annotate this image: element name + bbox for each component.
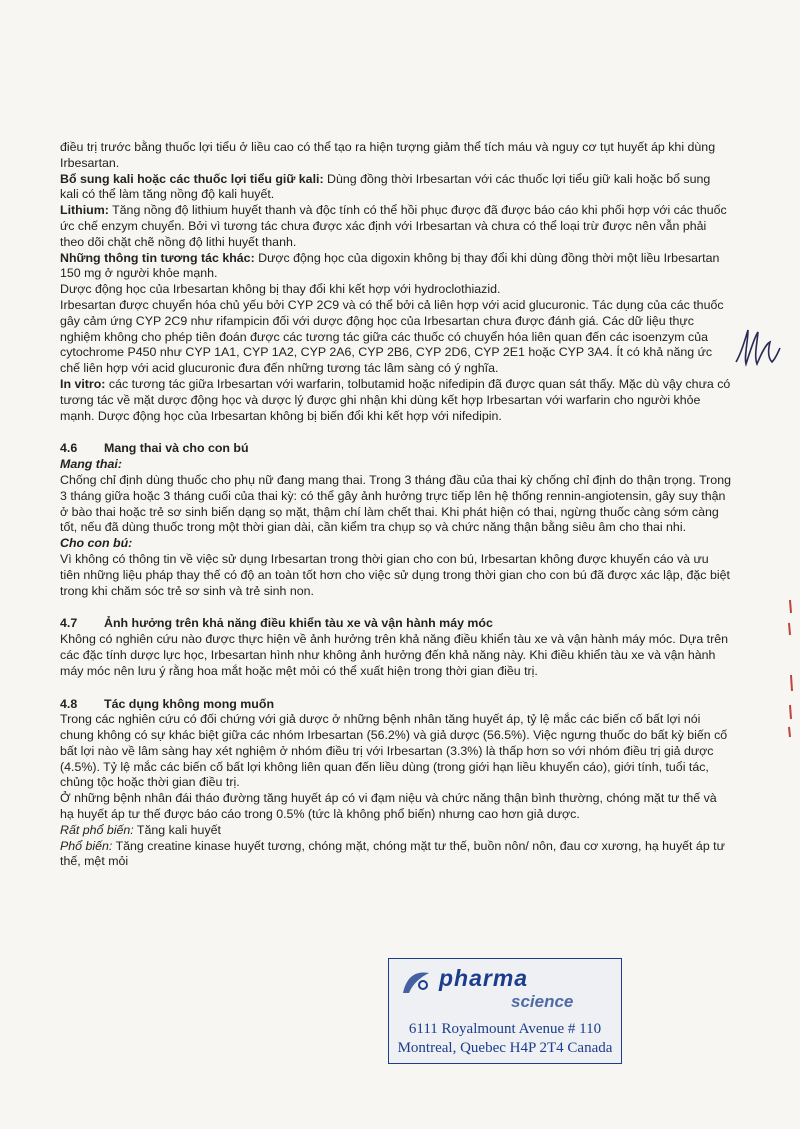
lithium-text: Tăng nồng độ lithium huyết thanh và độc tính có thể hồi phục được đã được báo cáo khi phối hợp với các thuốc ức chế enzym chuyển. Bởi vì tương tác chưa được xác định với Irbesartan và chưa có thể loại trừ được nên vẫn phải theo dõi chặt chẽ nồng độ lithi huyết thanh. (60, 203, 727, 249)
section-heading-4-8 (60, 697, 732, 713)
paragraph-lithium (60, 203, 732, 250)
stamp-brand-secondary: science (511, 992, 574, 1011)
paragraph-other-interactions (60, 251, 732, 283)
other-interactions-label: Những thông tin tương tác khác: (60, 250, 255, 265)
subheading-breastfeeding: Cho con bú: (60, 536, 133, 551)
section-number: 4.6 (60, 441, 78, 456)
paragraph-driving: Không có nghiên cứu nào được thực hiện về ảnh hưởng trên khả năng điều khiển tàu xe và vận hành máy móc. Dựa trên các đặc tính dược lực học, Irbesartan hình như không ảnh hưởng đến khả năng này. Khi điều khiển tàu xe và vận hành máy móc nên lưu ý rằng hoa mắt hoặc mệt mỏi có thể xuất hiện trong thời gian điều trị. (60, 632, 729, 678)
document-body (60, 140, 732, 870)
section-title: Mang thai và cho con bú (104, 441, 249, 456)
common-line (60, 839, 732, 871)
pharma-logo-icon (399, 969, 433, 1002)
paragraph-diabetic-patients: Ở những bệnh nhân đái tháo đường tăng huyết áp có vi đạm niệu và chức năng thận bình thường, chóng mặt tư thế và hạ huyết áp tư thế được báo cáo trong 0.5% (tức là không phổ biến) nhưng cao hơn giả dược. (60, 791, 717, 822)
lithium-label: Lithium: (60, 203, 109, 218)
common-label: Phổ biến: (60, 838, 113, 853)
very-common-text: Tăng kali huyết (133, 822, 221, 837)
paragraph-in-vitro (60, 377, 732, 424)
very-common-label: Rất phổ biến: (60, 822, 134, 837)
paragraph-metabolism: Irbesartan được chuyển hóa chủ yếu bởi CYP 2C9 và có thể bởi cả liên hợp với acid glucuronic. Tác dụng của các thuốc gây cảm ứng CYP 2C9 như rifampicin đối với dược động học của Irbesartan chưa được đánh giá. Các dữ liệu thực nghiệm không cho phép tiên đoán được các tương tác giữa các thuốc có chuyển hóa liên quan đến các isoenzym của cytochrome P450 như CYP 1A1, CYP 1A2, CYP 2A6, CYP 2B6, CYP 2D6, CYP 2E1 hoặc CYP 3A4. Ít có khả năng ức chế liên hợp với acid glucuronic đưa đến những tương tác lâm sàng có ý nghĩa. (60, 297, 724, 376)
common-text: Tăng creatine kinase huyết tương, chóng mặt, chóng mặt tư thế, buồn nôn/ nôn, đau cơ xương, hạ huyết áp tư thế, mệt mỏi (60, 838, 725, 869)
very-common-line (60, 823, 732, 839)
subheading-pregnancy: Mang thai: (60, 457, 122, 472)
paragraph-breastfeeding: Vì không có thông tin về việc sử dụng Irbesartan trong thời gian cho con bú, Irbesartan không được khuyến cáo và ưu tiên những liệu pháp thay thế có độ an toàn tốt hơn cho việc sử dụng trong thời gian cho con bú đã được xác lập, đặc biệt trong khi chăm sóc trẻ sơ sinh và trẻ sinh non. (60, 551, 730, 598)
section-number: 4.8 (60, 696, 78, 711)
page-edge-marks (784, 595, 798, 750)
in-vitro-label: In vitro: (60, 376, 106, 391)
in-vitro-text: các tương tác giữa Irbesartan với warfarin, tolbutamid hoặc nifedipin đã được quan sát thấy. Mặc dù vậy chưa có tương tác về mặt dược động học và dược lý được ghi nhận khi dùng kết hợp Irbesartan với warfarin cho người khỏe mạnh. Dược động học của Irbesartan không bị biến đổi khi kết hợp với nifedipin. (60, 376, 731, 423)
stamp-brand: pharma (439, 965, 529, 991)
paragraph-diuretic-pretreatment: điều trị trước bằng thuốc lợi tiểu ở liều cao có thể tạo ra hiện tượng giảm thể tích máu và nguy cơ tụt huyết áp khi dùng Irbesartan. (60, 140, 716, 170)
paragraph-potassium (60, 172, 732, 204)
potassium-label: Bổ sung kali hoặc các thuốc lợi tiểu giữ kali: (60, 171, 324, 186)
paragraph-pregnancy: Chống chỉ định dùng thuốc cho phụ nữ đang mang thai. Trong 3 tháng đầu của thai kỳ chống chỉ định do thận trọng. Trong 3 tháng giữa hoặc 3 tháng cuối của thai kỳ: có thể gây ảnh hưởng trực tiếp lên hệ thống rennin-angiotensin, gây suy thận ở bào thai hoặc trẻ sơ sinh biến dạng sọ mặt, thậm chí làm chết thai. Khi phát hiện có thai, ngừng thuốc càng sớm càng tốt, nếu đã dùng thuốc trong một thời gian dài, cần kiểm tra chụp sọ và chức năng thận bằng siêu âm cho thai nhi. (60, 472, 731, 535)
stamp-address-line2: Montreal, Quebec H4P 2T4 Canada (397, 1040, 613, 1056)
section-title: Tác dụng không mong muốn (104, 696, 275, 711)
section-heading-4-6 (60, 441, 732, 457)
potassium-text: Dùng đồng thời Irbesartan với các thuốc lợi tiểu giữ kali hoặc bổ sung kali có thể làm tăng nồng độ kali huyết. (60, 171, 711, 202)
paragraph-hydrochlorothiazide: Dược động học của Irbesartan không bị thay đổi khi kết hợp với hydroclothiazid. (60, 282, 501, 297)
section-title: Ảnh hưởng trên khả năng điều khiển tàu xe và vận hành máy móc (104, 616, 493, 631)
stamp-address-line1: 6111 Royalmount Avenue # 110 (408, 1021, 602, 1037)
section-number: 4.7 (60, 616, 78, 631)
paragraph-adverse-effects: Trong các nghiên cứu có đối chứng với giả dược ở những bệnh nhân tăng huyết áp, tỷ lệ mắc các biến cố bất lợi nói chung không có sự khác biệt giữa các nhóm Irbesartan (56.2%) và giả dược (56.5%). Việc ngưng thuốc do bất kỳ biến cố bất lợi nào về lâm sàng hay xét nghiệm ở nhóm điều trị với Irbesartan (3.3%) là thấp hơn so với nhóm điều trị giả dược (4.5%). Tỷ lệ mắc các biến cố bất lợi không liên quan đến liều dùng (trong giới hạn liều khuyến cáo), giới tính, tuổi tác, chủng tộc hoặc thời gian điều trị. (60, 712, 728, 790)
section-heading-4-7 (60, 616, 732, 632)
other-interactions-text: Dược động học của digoxin không bị thay đổi khi dùng đồng thời một liều Irbesartan 150 mg ở người khỏe mạnh. (60, 250, 720, 281)
company-stamp (388, 958, 622, 1064)
handwritten-signature (732, 322, 784, 377)
